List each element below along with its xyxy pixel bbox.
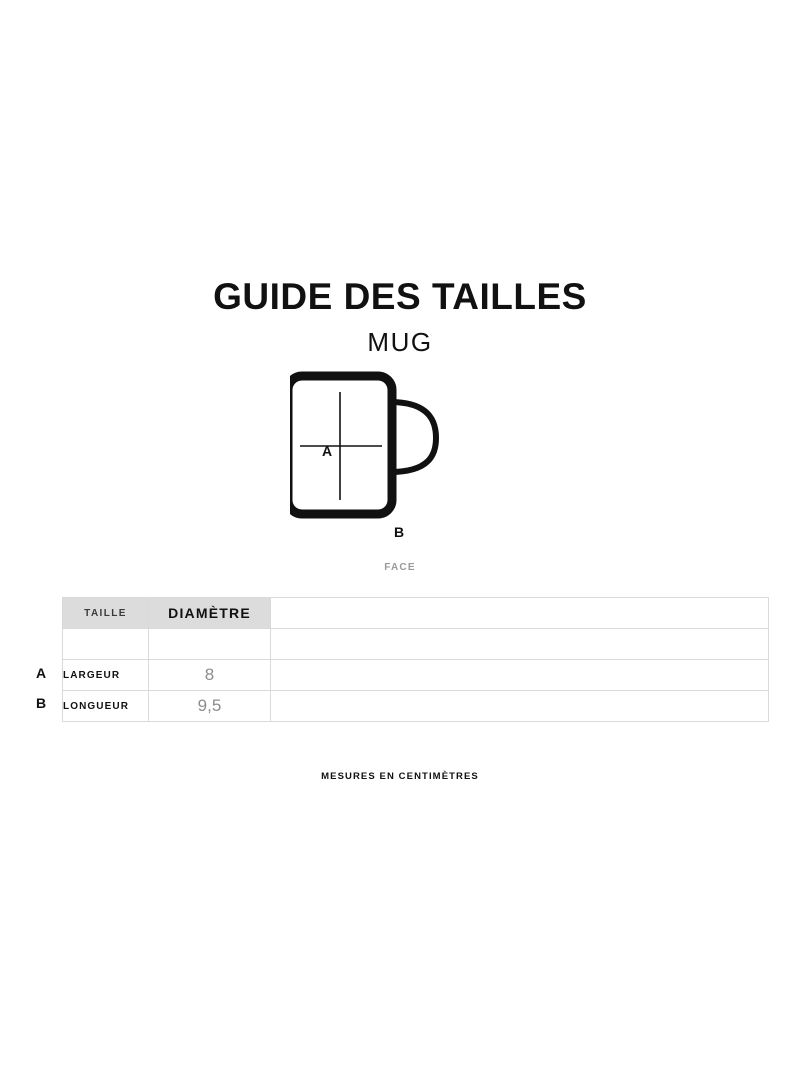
row-letter-b: B	[36, 695, 47, 711]
spacer-cell-3	[271, 629, 769, 660]
figure-label-b: B	[394, 524, 405, 540]
row-extra-longueur	[271, 691, 769, 722]
page-title: GUIDE DES TAILLES	[213, 276, 587, 317]
spacer-cell-1	[63, 629, 149, 660]
figure-label-a: A	[322, 443, 333, 459]
size-table-wrapper	[62, 597, 768, 722]
row-label-longueur: LONGUEUR	[63, 691, 149, 722]
row-value-largeur: 8	[149, 660, 271, 691]
header-diametre: DIAMÈTRE	[149, 598, 271, 629]
row-extra-largeur	[271, 660, 769, 691]
table-spacer-row	[63, 629, 769, 660]
table-row	[63, 660, 769, 691]
row-label-largeur: LARGEUR	[63, 660, 149, 691]
measurement-note: MESURES EN CENTIMÈTRES	[321, 771, 479, 782]
header-extra	[271, 598, 769, 629]
page-subtitle: MUG	[367, 327, 433, 357]
row-letter-a: A	[36, 665, 47, 681]
row-value-longueur: 9,5	[149, 691, 271, 722]
spacer-cell-2	[149, 629, 271, 660]
table-header-row	[63, 598, 769, 629]
table-row	[63, 691, 769, 722]
figure-caption: FACE	[384, 562, 416, 573]
size-table	[62, 597, 769, 722]
mug-diagram	[0, 368, 800, 528]
header-taille: TAILLE	[63, 598, 149, 629]
title-block	[0, 278, 800, 355]
